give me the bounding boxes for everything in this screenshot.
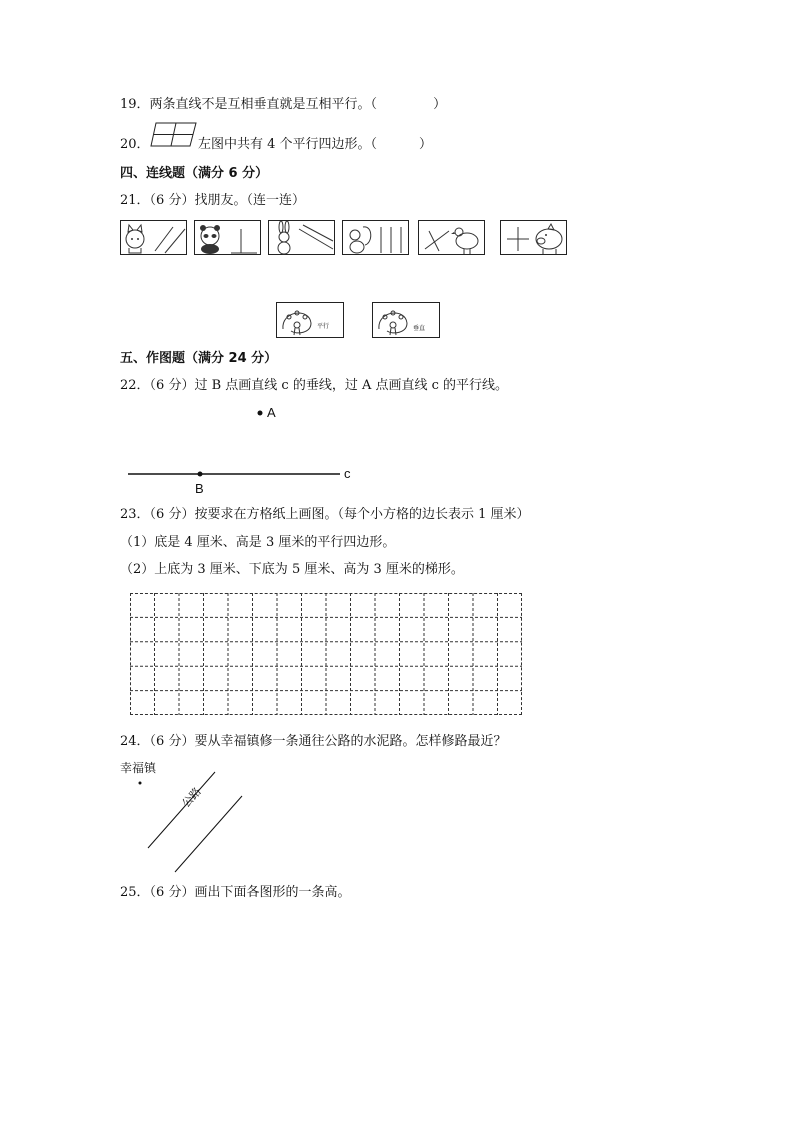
question-text: （6 分）按要求在方格纸上画图。（每个小方格的边长表示 1 厘米） (149, 507, 530, 522)
question-20 (120, 137, 150, 153)
road-label: 公路 (179, 784, 204, 811)
squirrel-icon (343, 221, 410, 256)
card-rabbit-parallel[interactable] (268, 220, 335, 255)
town-point (139, 782, 142, 785)
question-22 (120, 378, 508, 394)
card-peacock-perpendicular[interactable] (372, 302, 440, 338)
town-label: 幸福镇 (120, 761, 157, 775)
panda-icon (195, 221, 262, 256)
card-squirrel-parallel[interactable] (342, 220, 409, 255)
peacock-icon (277, 303, 345, 339)
card-panda-perpendicular[interactable] (194, 220, 261, 255)
close-paren: ） (419, 137, 433, 152)
question-text: （6 分）要从幸福镇修一条通往公路的水泥路。怎样修路最近？ (149, 734, 507, 749)
point-a (258, 411, 263, 416)
cat-icon (121, 221, 188, 256)
question-number: 19． (120, 97, 150, 112)
question-23 (120, 507, 530, 523)
rabbit-icon (269, 221, 336, 256)
card-peacock-parallel[interactable] (276, 302, 344, 338)
card-pig-perpendicular[interactable] (500, 220, 567, 255)
label-c: c (344, 466, 351, 481)
point-b (198, 472, 203, 477)
line-c-diagram (120, 400, 370, 500)
question-text: （6 分）画出下面各图形的一条高。 (149, 885, 351, 900)
question-text: 左图中共有 4 个平行四边形。（ (198, 137, 378, 152)
question-number: 25． (120, 885, 150, 900)
question-25 (120, 885, 350, 901)
road-edge-right (175, 796, 242, 872)
question-20-text (198, 137, 432, 153)
parallelogram-figure (150, 122, 198, 148)
card-chicken-crossing[interactable] (418, 220, 485, 255)
section-4-title: 四、连线题（满分 6 分） (120, 166, 269, 181)
question-text: （6 分）找朋友。（连一连） (149, 193, 305, 208)
question-24 (120, 734, 506, 750)
question-19 (120, 97, 446, 113)
card-label: 平行 (317, 323, 330, 330)
label-b: B (195, 481, 204, 496)
question-number: 24． (120, 734, 150, 749)
graph-paper-grid[interactable] (130, 593, 522, 715)
pig-icon (501, 221, 568, 256)
section-5-title: 五、作图题（满分 24 分） (120, 351, 278, 366)
question-number: 23． (120, 507, 150, 522)
question-23-part-2: （2）上底为 3 厘米、下底为 5 厘米、高为 3 厘米的梯形。 (120, 562, 464, 577)
close-paren: ） (433, 97, 447, 112)
road-edge-left (148, 772, 215, 848)
question-number: 20． (120, 137, 150, 152)
question-text: （6 分）过 B 点画直线 c 的垂线，过 A 点画直线 c 的平行线。 (149, 378, 509, 393)
question-number: 22． (120, 378, 150, 393)
card-cat-parallel[interactable] (120, 220, 187, 255)
label-a: A (267, 405, 276, 420)
question-23-part-1: （1）底是 4 厘米、高是 3 厘米的平行四边形。 (120, 535, 396, 550)
card-label: 垂直 (413, 325, 426, 332)
chicken-icon (419, 221, 486, 256)
question-number: 21． (120, 193, 150, 208)
question-21 (120, 193, 305, 209)
grid-lines (130, 593, 522, 715)
peacock-icon (373, 303, 441, 339)
question-text: 两条直线不是互相垂直就是互相平行。（ (149, 97, 378, 112)
